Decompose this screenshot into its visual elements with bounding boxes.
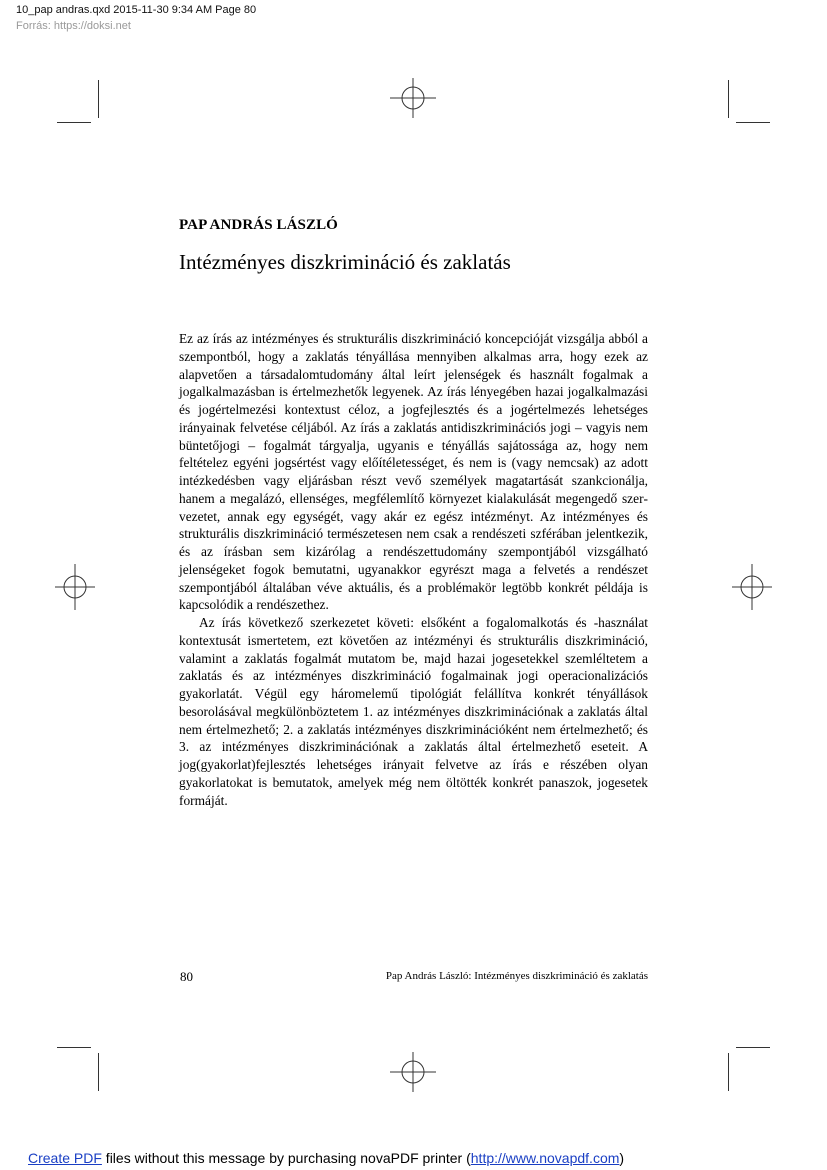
crop-mark-bottom-right-h bbox=[736, 1047, 770, 1048]
watermark-text: files without this message by purchasing novaPDF printer ( bbox=[101, 1150, 471, 1166]
article-author: PAP ANDRÁS LÁSZLÓ bbox=[179, 217, 338, 233]
page-number: 80 bbox=[180, 969, 193, 984]
crop-mark-top-right-v bbox=[728, 80, 729, 118]
crop-mark-bottom-left-v bbox=[98, 1053, 99, 1091]
article-abstract bbox=[179, 330, 648, 809]
abstract-paragraph-2: Az írás következő szerkezetet követi: elsőként a fogalomalkotás és -használat kontextusát ismertetem, ezt követően az intézményi és strukturális diszkrimináció, valamint a zaklatás fogalmát mutatom be, majd hazai jogesetekkel szemléltetem a zaklatás és az intézményes diszkrimináció fogalmainak jogi operacionalizációs gyakorlatát. Végül egy háromelemű tipológiát felállítva konkrét tényállások besorolásával megkülönböztetem 1. az intézményes diszkriminációnak a zaklatás által nem értelmezhető; 2. a zaklatás intézményes diszkriminációként nem értelmezhető; és 3. az intézményes diszkriminációnak a zaklatás által értelmezhető eseteit. A jog(gyakorlat)fejlesztés lehetséges irányait felvetve az írás e részében olyan gyakorlatokat is bemutatok, amelyek még nem öltötték konkrét panaszok, jogesetek formáját. bbox=[179, 615, 648, 808]
registration-mark-bottom-icon bbox=[390, 1052, 436, 1092]
crop-mark-top-right-h bbox=[736, 122, 770, 123]
crop-mark-bottom-right-v bbox=[728, 1053, 729, 1091]
crop-mark-top-left-v bbox=[98, 80, 99, 118]
novapdf-link[interactable]: http://www.novapdf.com bbox=[470, 1150, 620, 1166]
source-label: Forrás: https://doksi.net bbox=[16, 20, 131, 32]
registration-mark-right-icon bbox=[732, 564, 772, 610]
crop-mark-bottom-left-h bbox=[57, 1047, 91, 1048]
watermark-text-end: ) bbox=[619, 1150, 625, 1166]
running-title: Pap András László: Intézményes diszkrimináció és zaklatás bbox=[385, 970, 648, 982]
pdf-watermark bbox=[28, 1150, 624, 1166]
file-slug: 10_pap andras.qxd 2015-11-30 9:34 AM Page 80 bbox=[16, 4, 257, 16]
abstract-paragraph-1: Ez az írás az intézményes és strukturális diszkrimináció koncepcióját vizsgálja abból a szempontból, hogy a zaklatás tényállása mennyiben alkalmas arra, hogy ezek az alapvetően a társadalomtudomány által leírt jelenségek és használt fogalmak a jogalkalmazásban is értelmezhetők legyenek. Az írás lényegében hazai jogalkalmazási és jogértelmezési kontextust céloz, a jogfejlesztés és a jogértelmezés lehetséges irányainak felvetése céljából. Az írás a zaklatás antidiszkriminációs jogi – vagyis nem büntetőjogi – fogalmát tárgyalja, ugyanis e tényállás sajátossága az, hogy nem feltételez egyéni jogsértést vagy előítéletességet, és nem is (vagy nemcsak) az adott intézkedésben vagy eljárásban részt vevő személyek magatartását szankcionálja, hanem a megalázó, ellenséges, megfélemlítő környezet kialakulását megengedő szervezetet, annak egy egységét, vagy akár ez egész intézményt. Az intézményes és strukturális diszkrimináció természetesen nem csak a rendészeti szférában jelentkezik, és az írásban sem kizárólag a rendészettudomány szempontjából vizsgálható jelenségeket fogok bemutatni, ugyanakkor egyrészt maga a felvetés a rendészet szempontjából általában véve aktuális, és a problémakör legtöbb konkrét példája is kapcsolódik a rendészethez. bbox=[179, 331, 648, 613]
create-pdf-link[interactable]: Create PDF bbox=[28, 1150, 102, 1166]
crop-mark-top-left-h bbox=[57, 122, 91, 123]
registration-mark-left-icon bbox=[55, 564, 95, 610]
article-title: Intézményes diszkrimináció és zaklatás bbox=[179, 250, 511, 274]
registration-mark-top-icon bbox=[390, 78, 436, 118]
